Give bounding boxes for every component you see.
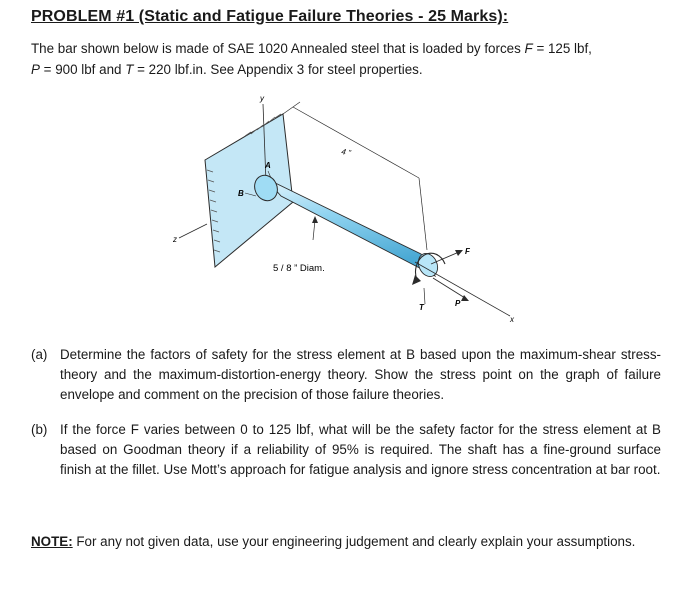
force-f-label: F <box>465 247 470 256</box>
question-part-b <box>31 420 661 480</box>
part-b-text: If the force F varies between 0 to 125 lbf, what will be the safety factor for the stress element at B based on Goodman theory if a reliability of 95% is required. The shaft has a fine-ground surface finish at the fillet. Use Mott’s approach for fatigue analysis and ignore stress concentration at bar root. <box>60 422 661 477</box>
intro-text-2: = 125 lbf, <box>532 41 592 56</box>
bar-diagram <box>165 92 535 328</box>
intro-text-3: = 900 lbf and <box>39 62 126 77</box>
torque-t-symbol: T <box>125 62 134 77</box>
y-axis-label: y <box>260 94 264 103</box>
problem-statement <box>31 38 671 80</box>
point-a-label: A <box>265 161 271 170</box>
intro-text-1: The bar shown below is made of SAE 1020 Annealed steel that is loaded by forces <box>31 41 525 56</box>
force-p-symbol: P <box>31 62 40 77</box>
diameter-label: 5 / 8 ” Diam. <box>273 263 325 274</box>
force-p-label: P <box>455 299 461 308</box>
part-a-text: Determine the factors of safety for the stress element at B based upon the maximum-shear stress-theory and the maximum-distortion-energy theory. Show the stress point on the graph of failure envelope and comment on the precision of those failure theories. <box>60 347 661 402</box>
problem-title: PROBLEM #1 (Static and Fatigue Failure Theories - 25 Marks): <box>31 8 509 25</box>
note-text: For any not given data, use your engineering judgement and clearly explain your assumptions. <box>72 534 636 549</box>
torque-label: T <box>419 303 424 312</box>
x-axis <box>415 262 510 316</box>
assumptions-note <box>31 534 635 549</box>
question-part-a <box>31 345 661 405</box>
force-f-symbol: F <box>524 41 533 56</box>
point-b-label: B <box>238 189 244 198</box>
z-axis-label: z <box>173 235 177 244</box>
note-label: NOTE: <box>31 534 73 549</box>
z-axis <box>179 224 207 238</box>
part-a-label: (a) <box>31 347 48 362</box>
x-axis-label: x <box>510 315 514 324</box>
intro-text-4: = 220 lbf.in. See Appendix 3 for steel properties. <box>133 62 423 77</box>
part-b-label: (b) <box>31 422 48 437</box>
length-dimension-label: 4 ” <box>340 147 352 158</box>
